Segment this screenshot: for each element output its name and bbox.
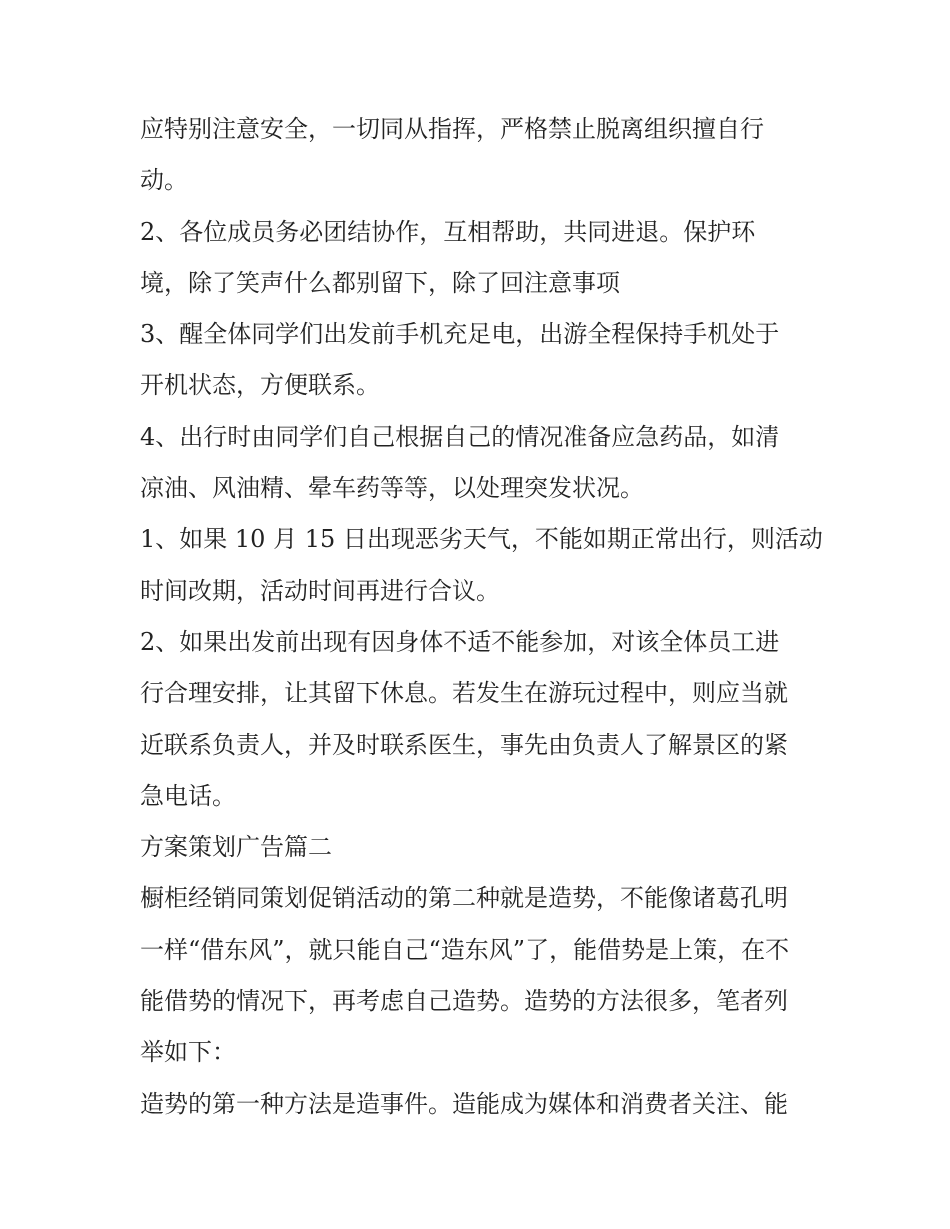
text-line: 3、醒全体同学们出发前手机充足电，出游全程保持手机处于 — [140, 320, 780, 349]
text-line: 境，除了笑声什么都别留下，除了回注意事项 — [140, 268, 620, 297]
text-line: 应特别注意安全，一切同从指挥，严格禁止脱离组织擅自行 — [140, 115, 764, 143]
text-line: 举如下： — [140, 1038, 236, 1067]
text-line: 急电话。 — [140, 781, 236, 810]
text-line: 2、各位成员务必团结协作，互相帮助，共同进退。保护环 — [140, 217, 756, 246]
text-line: 一样“借东风”，就只能自己“造东风”了，能借势是上策，在不 — [140, 935, 790, 964]
text-line: 凉油、风油精、晕车药等等，以处理突发状况。 — [140, 474, 644, 503]
text-line: 1、如果 10 月 15 日出现恶劣天气，不能如期正常出行，则活动 — [140, 525, 823, 554]
text-line: 造势的第一种方法是造事件。造能成为媒体和消费者关注、能 — [140, 1089, 788, 1118]
text-line: 近联系负责人，并及时联系医生，事先由负责人了解景区的紧 — [140, 730, 788, 759]
document-body — [140, 104, 830, 1130]
section-heading: 方案策划广告篇二 — [140, 833, 332, 862]
text-line: 时间改期，活动时间再进行合议。 — [140, 576, 500, 605]
text-line: 开机状态，方便联系。 — [140, 371, 380, 400]
text-line: 能借势的情况下，再考虑自己造势。造势的方法很多，笔者列 — [140, 987, 788, 1016]
text-line: 4、出行时由同学们自己根据自己的情况准备应急药品，如清 — [140, 422, 780, 451]
text-line: 行合理安排，让其留下休息。若发生在游玩过程中，则应当就 — [140, 679, 788, 708]
text-line: 橱柜经销同策划促销活动的第二种就是造势，不能像诸葛孔明 — [140, 884, 788, 913]
text-line: 2、如果出发前出现有因身体不适不能参加，对该全体员工进 — [140, 627, 780, 656]
text-line: 动。 — [140, 166, 188, 195]
